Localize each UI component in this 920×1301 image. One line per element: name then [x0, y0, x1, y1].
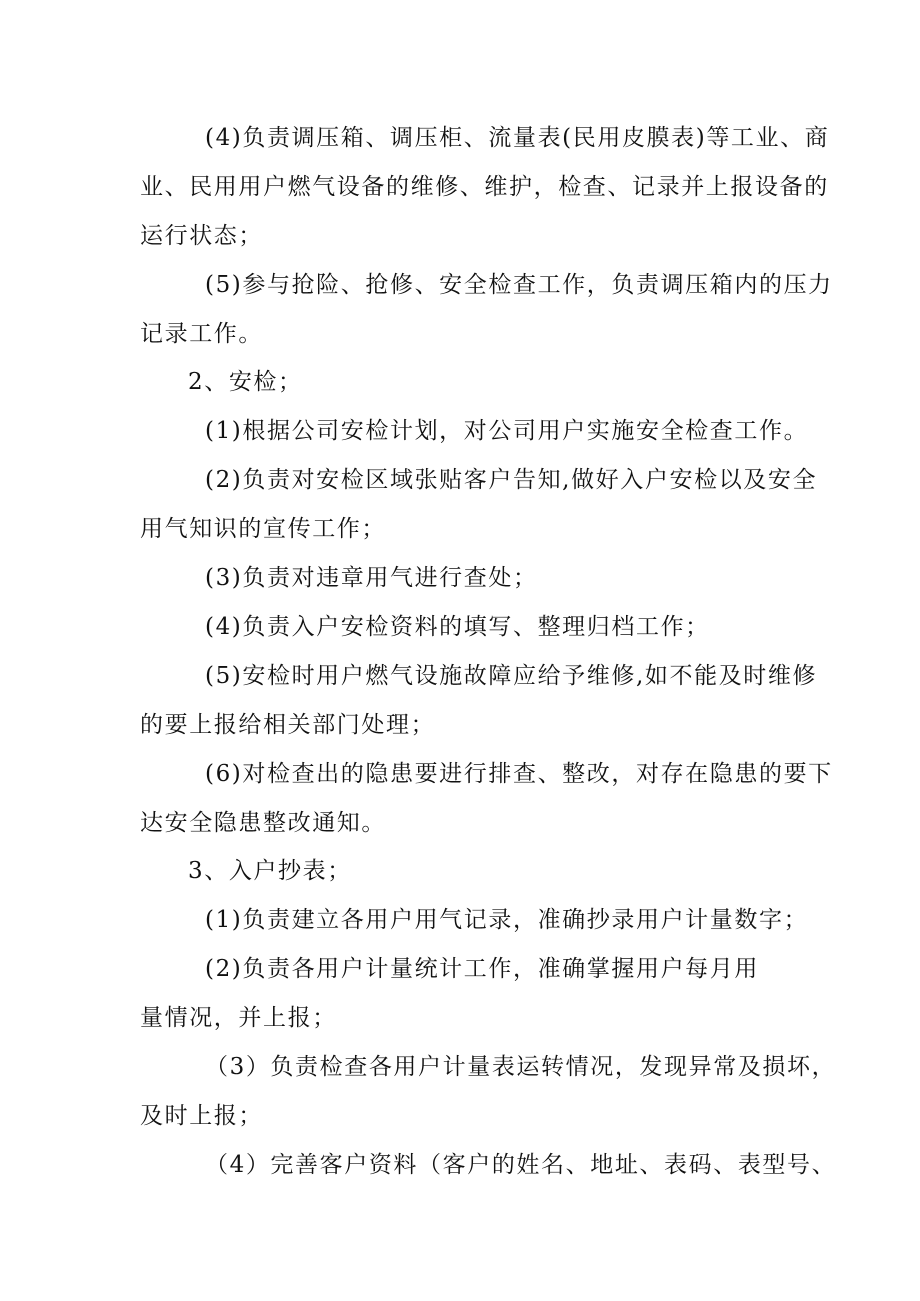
text-line: 量情况，并上报；	[140, 1005, 337, 1031]
text-line: (4)负责调压箱、调压柜、流量表(民用皮膜表)等工业、商	[205, 125, 830, 151]
text-line: 运行状态；	[140, 223, 263, 249]
text-line: 的要上报给相关部门处理；	[140, 712, 436, 738]
text-line: (1)负责建立各用户用气记录，准确抄录用户计量数字；	[205, 907, 809, 933]
text-line: 业、民用用户燃气设备的维修、维护，检查、记录并上报设备的	[140, 174, 829, 200]
text-line: 达安全隐患整改通知。	[140, 810, 386, 836]
text-line: (5)安检时用户燃气设施故障应给予维修,如不能及时维修	[205, 663, 818, 689]
text-line: 用气知识的宣传工作；	[140, 516, 386, 542]
text-line: （4）完善客户资料（客户的姓名、地址、表码、表型号、	[205, 1152, 837, 1178]
text-line: (2)负责对安检区域张贴客户告知,做好入户安检以及安全	[205, 467, 818, 493]
text-line: (3)负责对违章用气进行查处；	[205, 565, 538, 591]
section-heading: 3、入户抄表；	[188, 858, 352, 884]
text-line: 记录工作。	[140, 321, 263, 347]
text-line: (5)参与抢险、抢修、安全检查工作，负责调压箱内的压力	[205, 272, 833, 298]
text-line: (1)根据公司安检计划，对公司用户实施安全检查工作。	[205, 418, 809, 444]
text-line: (4)负责入户安检资料的填写、整理归档工作；	[205, 614, 710, 640]
text-line: (2)负责各用户计量统计工作，准确掌握用户每月用	[205, 956, 759, 982]
text-line: （3）负责检查各用户计量表运转情况，发现异常及损坏，	[205, 1054, 837, 1080]
text-line: 及时上报；	[140, 1103, 263, 1129]
text-line: (6)对检查出的隐患要进行排查、整改，对存在隐患的要下	[205, 761, 833, 787]
section-heading: 2、安检；	[188, 369, 303, 395]
